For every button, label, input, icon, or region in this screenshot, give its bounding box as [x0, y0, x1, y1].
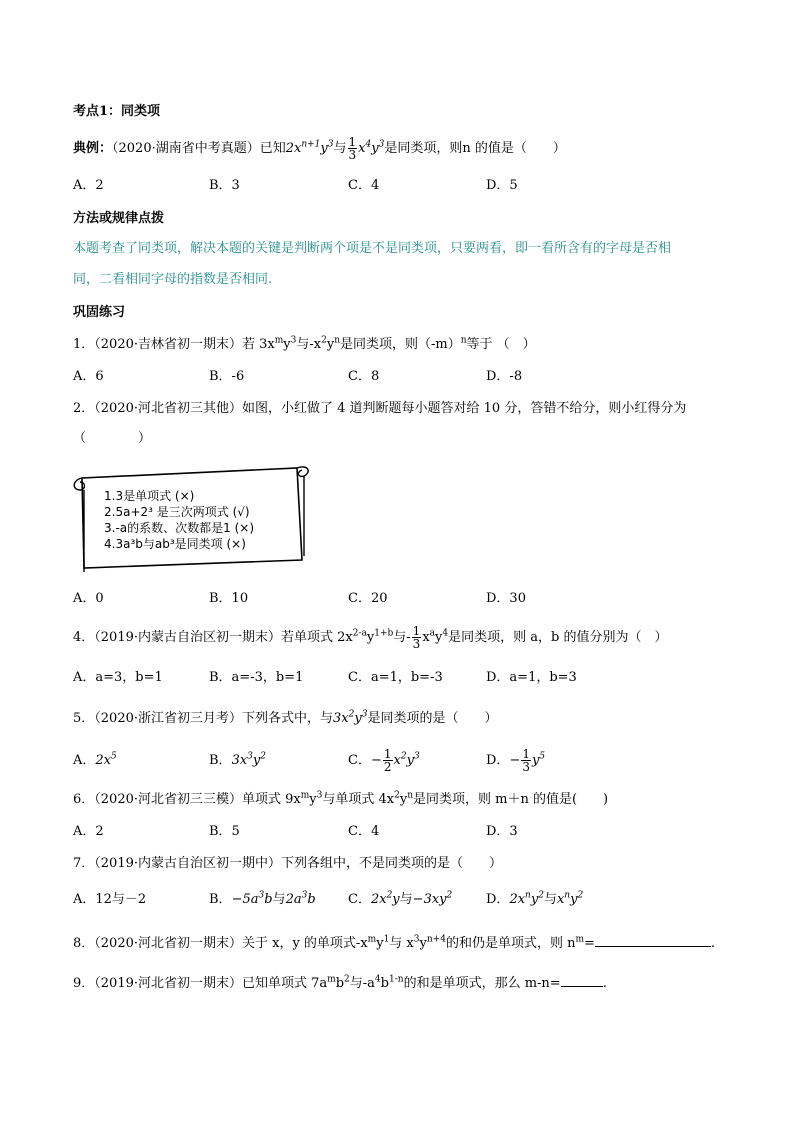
q2-option-c: C．20 [348, 591, 388, 606]
example-expr2: $x^4y^3$ [358, 139, 385, 156]
example-option-b: B．3 [209, 178, 240, 193]
q7-option-a: A．12与－2 [73, 892, 147, 907]
question-8: 8．（2020·河北省初一期末）关于 x，y 的单项式$-x^my^1$与 $x^3y^{n+4}$的和仍是单项式，则 $n^m=$ . [73, 932, 715, 953]
scroll-item-1: 1.3是单项式 (×) [104, 489, 195, 503]
q4-option-a: A．a=3，b=1 [73, 670, 163, 685]
q1-option-a: A．6 [73, 369, 104, 384]
question-6: 6．（2020·河北省初三三模）单项式 $9x^my^3$与单项式 $4x^2y^n$是同类项，则 m＋n 的值是( ) [73, 790, 609, 807]
example-label: 典例： [73, 141, 113, 156]
scroll-item-2: 2.5a+2³ 是三次两项式 (√) [104, 505, 250, 519]
q5-option-b: B．$3x^3y^2$ [209, 751, 266, 768]
example-option-a: A．2 [73, 178, 104, 193]
example-expr1: $2x^{n+1}y^3$ [285, 139, 334, 156]
question-5: 5．（2020·浙江省初三月考）下列各式中，与$3x^2y^3$是同类项的是（ ） [73, 709, 498, 726]
example-question: 典例：（2020·湖南省中考真题）已知$2x^{n+1}y^3$与 $\frac{1}{3}$ $x^4y^3$是同类项，则n 的值是（ ） [73, 135, 566, 162]
q4-option-b: B．a=-3，b=1 [209, 670, 304, 685]
q8-answer-blank[interactable] [595, 932, 711, 947]
q6-option-b: B．5 [209, 824, 240, 839]
method-line-1: 本题考查了同类项，解决本题的关键是判断两个项是不是同类项，只要两看，即一看所含有的字母是否相 [73, 241, 672, 256]
q2-option-b: B．10 [209, 591, 249, 606]
question-2-line-2: （ ） [73, 431, 152, 446]
practice-title: 巩固练习 [73, 305, 126, 320]
q5-option-c: C．− $\frac{1}{2}$ $x^2y^3$ [348, 747, 420, 774]
scroll-item-4: 4.3a³b与ab³是同类项 (×) [104, 537, 246, 551]
q7-option-d: D．$2x^ny^2$与$x^ny^2$ [486, 890, 584, 907]
q5-option-a: A．$2x^5$ [73, 751, 117, 768]
section-heading: 考点1：同类项 [73, 104, 161, 119]
q2-option-d: D．30 [486, 591, 526, 606]
question-2-line-1: 2．（2020·河北省初三其他）如图，小红做了 4 道判断题每小题答对给 10 分，答错不给分，则小红得分为 [73, 401, 687, 416]
question-1: 1．（2020·吉林省初一期末）若 $3x^my^3$与$-x^2y^n$是同类项，则$(-m)^n$等于 （ ） [73, 335, 536, 352]
q1-option-c: C．8 [348, 369, 380, 384]
example-source: （2020·湖南省中考真题）已知 [112, 141, 286, 156]
q7-option-c: C．$2x^2y$与$-3xy^2$ [348, 890, 453, 907]
example-option-c: C．4 [348, 178, 380, 193]
q6-option-c: C．4 [348, 824, 380, 839]
q1-option-d: D．-8 [486, 369, 523, 384]
question-9: 9．（2019·河北省初一期末）已知单项式 $7a^mb^2$与$-a^4b^{1-n}$的和是单项式，那么 m-n= . [73, 972, 607, 993]
example-option-d: D．5 [486, 178, 518, 193]
q2-option-a: A．0 [73, 591, 104, 606]
method-line-2: 同，二看相同字母的指数是否相同. [73, 272, 273, 287]
q4-fraction: $\frac{1}{3}$ [412, 624, 421, 651]
q1-option-b: B．-6 [209, 369, 245, 384]
scroll-item-3: 3.-a的系数、次数都是1 (×) [104, 521, 255, 535]
question-4: 4．（2019·内蒙古自治区初一期末）若单项式 $2x^{2-a}y^{1+b}$与- $\frac{1}{3}$ $x^ay^4$是同类项，则 a，b 的值分别为（ ） [73, 624, 668, 651]
method-title: 方法或规律点拨 [73, 211, 165, 226]
q5-option-d: D．− $\frac{1}{3}$ $y^5$ [486, 747, 546, 774]
q6-option-d: D．3 [486, 824, 518, 839]
q6-option-a: A．2 [73, 824, 104, 839]
q7-option-b: B．$-5a^3b$与$2a^3b$ [209, 890, 316, 907]
q4-option-c: C．a=1，b=-3 [348, 670, 443, 685]
question-7: 7．（2019·内蒙古自治区初一期中）下列各组中，不是同类项的是（ ） [73, 856, 502, 871]
example-fraction: $\frac{1}{3}$ [348, 135, 357, 162]
q9-answer-blank[interactable] [561, 972, 603, 987]
q4-option-d: D．a=1，b=3 [486, 670, 577, 685]
